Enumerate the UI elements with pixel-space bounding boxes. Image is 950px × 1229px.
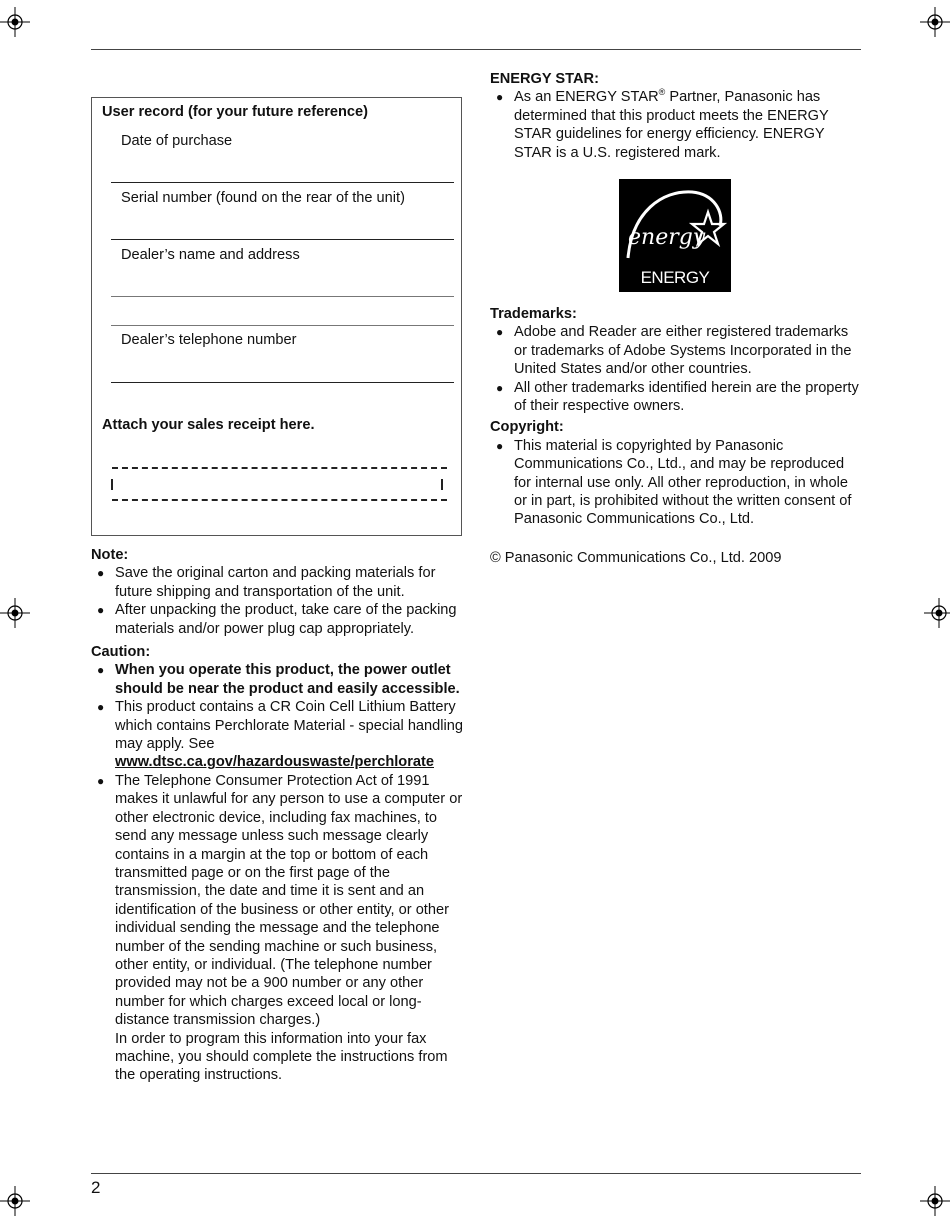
energy-star-graphic [622, 182, 728, 264]
user-record-title: User record (for your future reference) [102, 104, 369, 120]
serial-number-label: Serial number (found on the rear of the unit) [121, 190, 405, 206]
serial-number-line [111, 239, 454, 240]
registration-mark-icon [0, 598, 30, 628]
caution-item-tcpa [91, 772, 463, 1085]
note-list [91, 564, 463, 638]
attach-receipt-label: Attach your sales receipt here. [102, 417, 315, 433]
note-item: ● Save the original carton and packing materials for future shipping and transportation of the unit. [91, 564, 463, 601]
perchlorate-link[interactable]: www.dtsc.ca.gov/hazardouswaste/perchlorate [115, 754, 434, 771]
copyright-list [490, 437, 862, 529]
page-number: 2 [91, 1178, 101, 1197]
caution-heading: Caution: [91, 644, 151, 661]
trademark-item: ● Adobe and Reader are either registered trademarks or trademarks of Adobe Systems Incorporated in the United States and/or other countries. [490, 323, 862, 378]
registration-mark-icon [920, 1186, 950, 1216]
copyright-notice: © Panasonic Communications Co., Ltd. 2009 [490, 549, 782, 566]
footer-rule [91, 1173, 861, 1174]
trademarks-section [490, 305, 862, 567]
energy-star-list [490, 88, 862, 162]
dealer-name-line [111, 296, 454, 297]
left-column [91, 546, 463, 1085]
date-of-purchase-line [111, 182, 454, 183]
energy-star-text-a: As an ENERGY STAR [514, 89, 659, 106]
copyright-item: ● This material is copyrighted by Panasonic Communications Co., Ltd., and may be reproduced for internal use only. All other reproduction, in whole or in part, is prohibited without the written consent of Panasonic Communications Co., Ltd. [490, 437, 862, 529]
registration-mark-icon [924, 598, 950, 628]
caution-list [91, 661, 463, 1084]
receipt-area-left [111, 479, 113, 490]
registration-mark-icon [0, 1186, 30, 1216]
energy-star-section [490, 70, 862, 162]
header-rule [91, 49, 861, 50]
dealer-address-line [111, 325, 454, 326]
energy-star-logo [619, 179, 731, 309]
trademarks-list [490, 323, 862, 415]
energy-star-logo-label: ENERGY STAR [640, 268, 710, 309]
trademark-item: ● All other trademarks identified herein are the property of their respective owners. [490, 379, 862, 416]
dealer-telephone-label: Dealer’s telephone number [121, 332, 297, 348]
caution-item-battery [91, 698, 463, 772]
note-heading: Note: [91, 547, 129, 563]
user-record-box [91, 97, 462, 536]
caution-battery-text: This product contains a CR Coin Cell Lithium Battery which contains Perchlorate Material - special handling may apply. See [115, 699, 463, 753]
trademarks-heading: Trademarks: [490, 306, 577, 322]
caution-item-power-outlet: ● When you operate this product, the power outlet should be near the product and easily accessible. [91, 661, 463, 698]
energy-star-item [490, 88, 862, 162]
date-of-purchase-label: Date of purchase [121, 133, 233, 149]
registration-mark-icon [920, 7, 950, 37]
receipt-area-top [112, 467, 447, 469]
caution-tcpa-text: The Telephone Consumer Protection Act of 1991 makes it unlawful for any person to use a computer or other electronic device, including fax machines, to send any message unless such message clearly contains in a margin at the top or bottom of each transmitted page or on the first page of the transmission, the date and time it is sent and an identification of the business or other entity, or other individual sending the message and the telephone number of the sending machine or such business, other entity, or individual. (The telephone number provided may not be a 900 number or any other number for which charges exceed local or long-distance transmission charges.) [115, 772, 463, 1029]
receipt-area-right [441, 479, 443, 490]
energy-star-text-b: Partner, Panasonic has determined that this product meets the ENERGY STAR guidelines for energy efficiency. ENERGY STAR is a U.S. registered mark. [514, 89, 829, 161]
caution-tcpa-continued: In order to program this information into your fax machine, you should complete the instructions from the operating instructions. [115, 1030, 448, 1084]
receipt-area-bottom [112, 499, 447, 501]
dealer-name-label: Dealer’s name and address [121, 247, 300, 263]
energy-script: energy [628, 225, 706, 250]
dealer-telephone-line [111, 382, 454, 383]
energy-star-heading: ENERGY STAR: [490, 71, 599, 87]
registration-mark-icon [0, 7, 30, 37]
copyright-heading: Copyright: [490, 419, 564, 436]
registered-mark: ® [658, 87, 666, 98]
note-item: ● After unpacking the product, take care of the packing materials and/or power plug cap appropriately. [91, 601, 463, 638]
